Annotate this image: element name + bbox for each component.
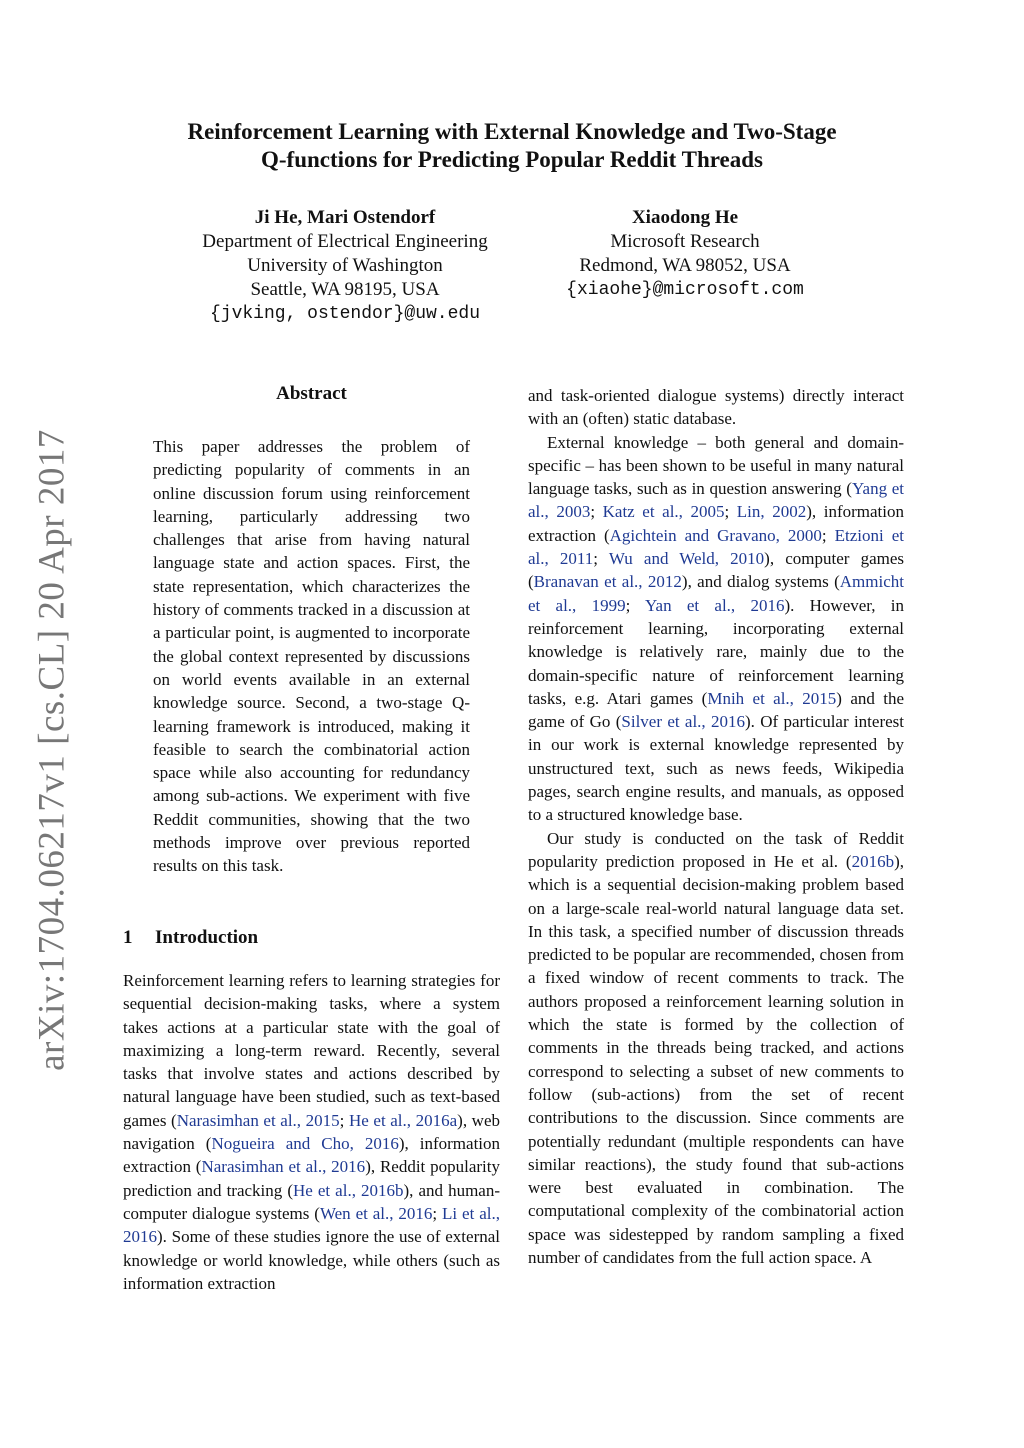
intro-paragraph: and task-oriented dialogue systems) directly interact with an (often) static database. [528,386,904,429]
author-address: Redmond, WA 98052, USA [579,255,791,276]
citation-link[interactable]: Narasimhan et al., 2015 [176,1110,340,1130]
author-dept: Department of Electrical Engineering [202,231,488,252]
author-email[interactable]: {jvking, ostendor}@uw.edu [209,304,481,324]
author-names: Xiaodong He [631,207,739,228]
paper-title [0,118,1024,174]
author-block-msr [530,206,840,302]
author-names: Ji He, Mari Ostendorf [254,207,436,228]
citation-link[interactable]: Lin, 2002 [736,502,807,522]
citation-link[interactable]: Branavan et al., 2012 [533,572,682,592]
citation-link[interactable]: Mnih et al., 2015 [707,688,837,708]
title-line-1: Reinforcement Learning with External Knowledge and Two-Stage [187,119,837,144]
intro-paragraph: Reinforcement learning refers to learning strategies for sequential decision-making tasks, where a system takes actions at a particular state with the goal of maximizing a long-term reward. Recently, several tasks that involve states and actions described by natural language have been studied, such as text-based games (Narasimhan et al., 2015; He et al., 2016a), web navigation (Nogueira and Cho, 2016), information extraction (Narasimhan et al., 2016), Reddit popularity prediction and tracking (He et al., 2016b), and human-computer dialogue systems (Wen et al., 2016; Li et al., 2016). Some of these studies ignore the use of external knowledge or world knowledge, while others (such as information extraction [123,971,501,1293]
arxiv-stamp: arXiv:1704.06217v1 [cs.CL] 20 Apr 2017 [31,429,73,1071]
citation-link[interactable]: Wen et al., 2016 [319,1203,433,1223]
intro-paragraph: Our study is conducted on the task of Reddit popularity prediction proposed in He et al. (2016b), which is a sequential decision-making problem based on a large-scale real-world natural language data set. In this task, a specified number of discussion threads predicted to be popular are recommended, chosen from a fixed window of recent comments to track. The authors proposed a reinforcement learning solution in which the state is formed by the collection of comments in the threads being tracked, and actions correspond to selecting a subset of new comments to follow (sub-actions) from the set of recent contributions to the discussion. Since comments are potentially redundant (multiple respondents can have similar reactions), the study found that sub-actions were best evaluated in combination. The computational complexity of the combinatorial action space was sidestepped by random sampling a fixed number of candidates from the full action space. A [528,828,904,1267]
citation-link[interactable]: Nogueira and Cho, 2016 [211,1134,399,1154]
intro-paragraph: External knowledge – both general and domain-specific – has been shown to be useful in many natural language tasks, such as in question answering (Yang et al., 2003; Katz et al., 2005; Lin, 2002), information extraction (Agichtein and Gravano, 2000; Etzioni et al., 2011; Wu and Weld, 2010), computer games (Branavan et al., 2012), and dialog systems (Ammicht et al., 1999; Yan et al., 2016). However, in reinforcement learning, incorporating external knowledge is relatively rare, mainly due to the domain-specific nature of reinforcement learning tasks, e.g. Atari games (Mnih et al., 2015) and the game of Go (Silver et al., 2016). Of particular interest in our work is external knowledge represented by unstructured text, such as news feeds, Wikipedia pages, search engine results, and manuals, as opposed to a structured knowledge base. [528,432,905,825]
author-org: University of Washington [247,255,443,276]
citation-link[interactable]: Wu and Weld, 2010 [608,549,765,569]
citation-link[interactable]: Agichtein and Gravano, 2000 [609,525,822,545]
section-number: 1 [123,927,133,948]
author-address: Seattle, WA 98195, USA [250,279,440,300]
citation-link[interactable]: 2016b [851,851,895,871]
citation-link[interactable]: He et al., 2016a [348,1110,458,1130]
citation-link[interactable]: Etzioni et al., 2011 [528,525,904,569]
author-email[interactable]: {xiaohe}@microsoft.com [566,280,804,300]
citation-link[interactable]: Silver et al., 2016 [621,712,746,732]
citation-link[interactable]: He et al., 2016b [292,1180,404,1200]
author-org: Microsoft Research [610,231,760,252]
citation-link[interactable]: Narasimhan et al., 2016 [201,1157,366,1177]
abstract-text: This paper addresses the problem of predicting popularity of comments in an online discussion forum using reinforcement learning, particularly addressing two challenges that arise from having natural language state and action spaces. First, the state representation, which characterizes the history of comments tracked in a discussion at a particular point, is augmented to incorporate the global context represented by discussions on world events available in an external knowledge source. Second, a two-stage Q-learning framework is introduced, making it feasible to search the combinatorial action space while also accounting for redundancy among sub-actions. We experiment with five Reddit communities, showing that the two methods improve over previous reported results on this task. [153,437,470,876]
author-block-uw [160,206,530,326]
section-title: Introduction [155,927,259,948]
abstract-body [153,435,470,878]
abstract-heading: Abstract [276,383,347,404]
citation-link[interactable]: Yan et al., 2016 [644,595,785,615]
citation-link[interactable]: Katz et al., 2005 [602,502,725,522]
title-line-2: Q-functions for Predicting Popular Reddit Threads [260,147,763,172]
citation-link[interactable]: Ammicht et al., 1999 [528,572,904,615]
intro-right-column [528,384,904,1269]
citation-link[interactable]: Yang et al., 2003 [528,479,905,522]
citation-link[interactable]: Li et al., 2016 [123,1203,500,1247]
section-heading [123,927,258,949]
intro-left-column [123,969,500,1295]
